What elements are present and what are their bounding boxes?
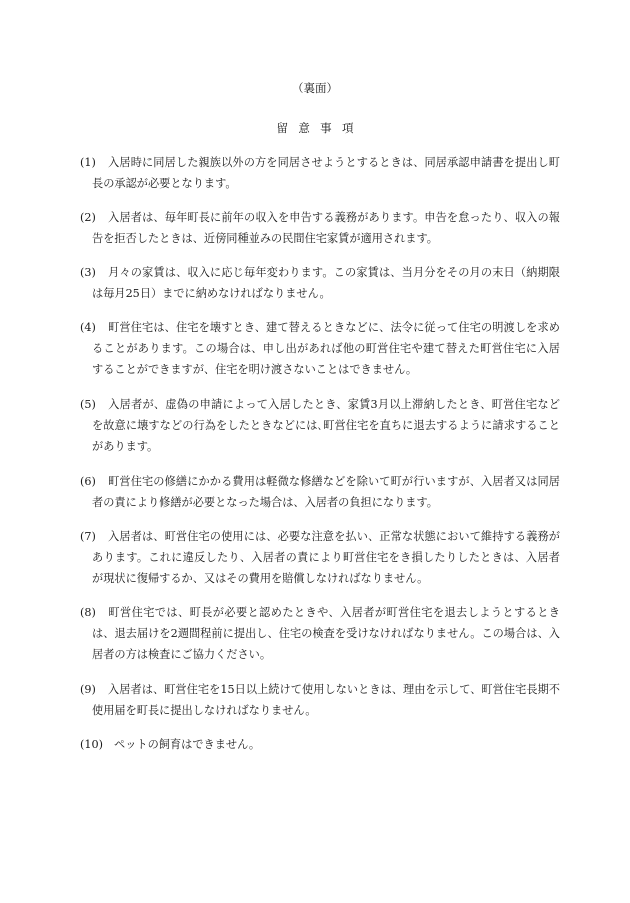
note-text: 入居者が、虚偽の申請によって入居したとき、家賃3月以上滞納したとき、町営住宅などを故意に壊すなどの行為をしたときなどには､町営住宅を直ちに退去するように請求することがあります。: [92, 398, 560, 453]
note-text: 町営住宅は、住宅を壊すとき、建て替えるときなどに、法令に従って住宅の明渡しを求めることがあります。この場合は、申し出があれば他の町営住宅や建て替えた町営住宅に入居することができますが、住宅を明け渡さないことはできません。: [92, 321, 560, 376]
page-title: 留意事項: [276, 121, 364, 135]
page-subtitle: （裏面）: [292, 81, 338, 95]
note-item: [80, 152, 560, 194]
note-number: (2): [80, 211, 96, 224]
note-text: 入居者は、毎年町長に前年の収入を申告する義務があります。申告を怠ったり、収入の報告を拒否したときは、近傍同種並みの民間住宅家賃が適用されます。: [92, 211, 560, 245]
note-number: (8): [80, 606, 96, 619]
note-number: (3): [80, 266, 96, 279]
note-item: [80, 394, 560, 457]
note-item: [80, 317, 560, 380]
note-item: [80, 526, 560, 589]
note-text: ペットの飼育はできません。: [114, 738, 261, 751]
note-item: [80, 734, 560, 755]
note-item: [80, 262, 560, 304]
note-item: [80, 679, 560, 721]
note-number: (5): [80, 398, 96, 411]
note-item: [80, 471, 560, 513]
note-item: [80, 207, 560, 249]
note-number: (10): [80, 738, 103, 751]
note-text: 入居者は、町営住宅の使用には、必要な注意を払い、正常な状態において維持する義務があります。これに違反したり、入居者の責により町営住宅をき損したりしたときは、入居者が現状に復帰するか、又はその費用を賠償しなければなりません。: [92, 530, 560, 585]
note-item: [80, 602, 560, 665]
note-number: (7): [80, 530, 96, 543]
note-number: (1): [80, 156, 96, 169]
note-text: 町営住宅では、町長が必要と認めたときや、入居者が町営住宅を退去しようとするときは、退去届けを2週間程前に提出し、住宅の検査を受けなければなりません。この場合は、入居者の方は検査にご協力ください。: [92, 606, 560, 661]
note-text: 町営住宅の修繕にかかる費用は軽微な修繕などを除いて町が行いますが、入居者又は同居者の責により修繕が必要となった場合は、入居者の負担になります。: [92, 475, 560, 509]
note-number: (9): [80, 683, 96, 696]
note-text: 入居時に同居した親族以外の方を同居させようとするときは、同居承認申請書を提出し町長の承認が必要となります。: [92, 156, 560, 190]
note-text: 入居者は、町営住宅を15日以上続けて使用しないときは、理由を示して、町営住宅長期不使用届を町長に提出しなければなりません。: [92, 683, 560, 717]
note-number: (6): [80, 475, 96, 488]
note-text: 月々の家賃は、収入に応じ毎年変わります。この家賃は、当月分をその月の末日（納期限は毎月25日）までに納めなければなりません。: [92, 266, 560, 300]
note-number: (4): [80, 321, 96, 334]
